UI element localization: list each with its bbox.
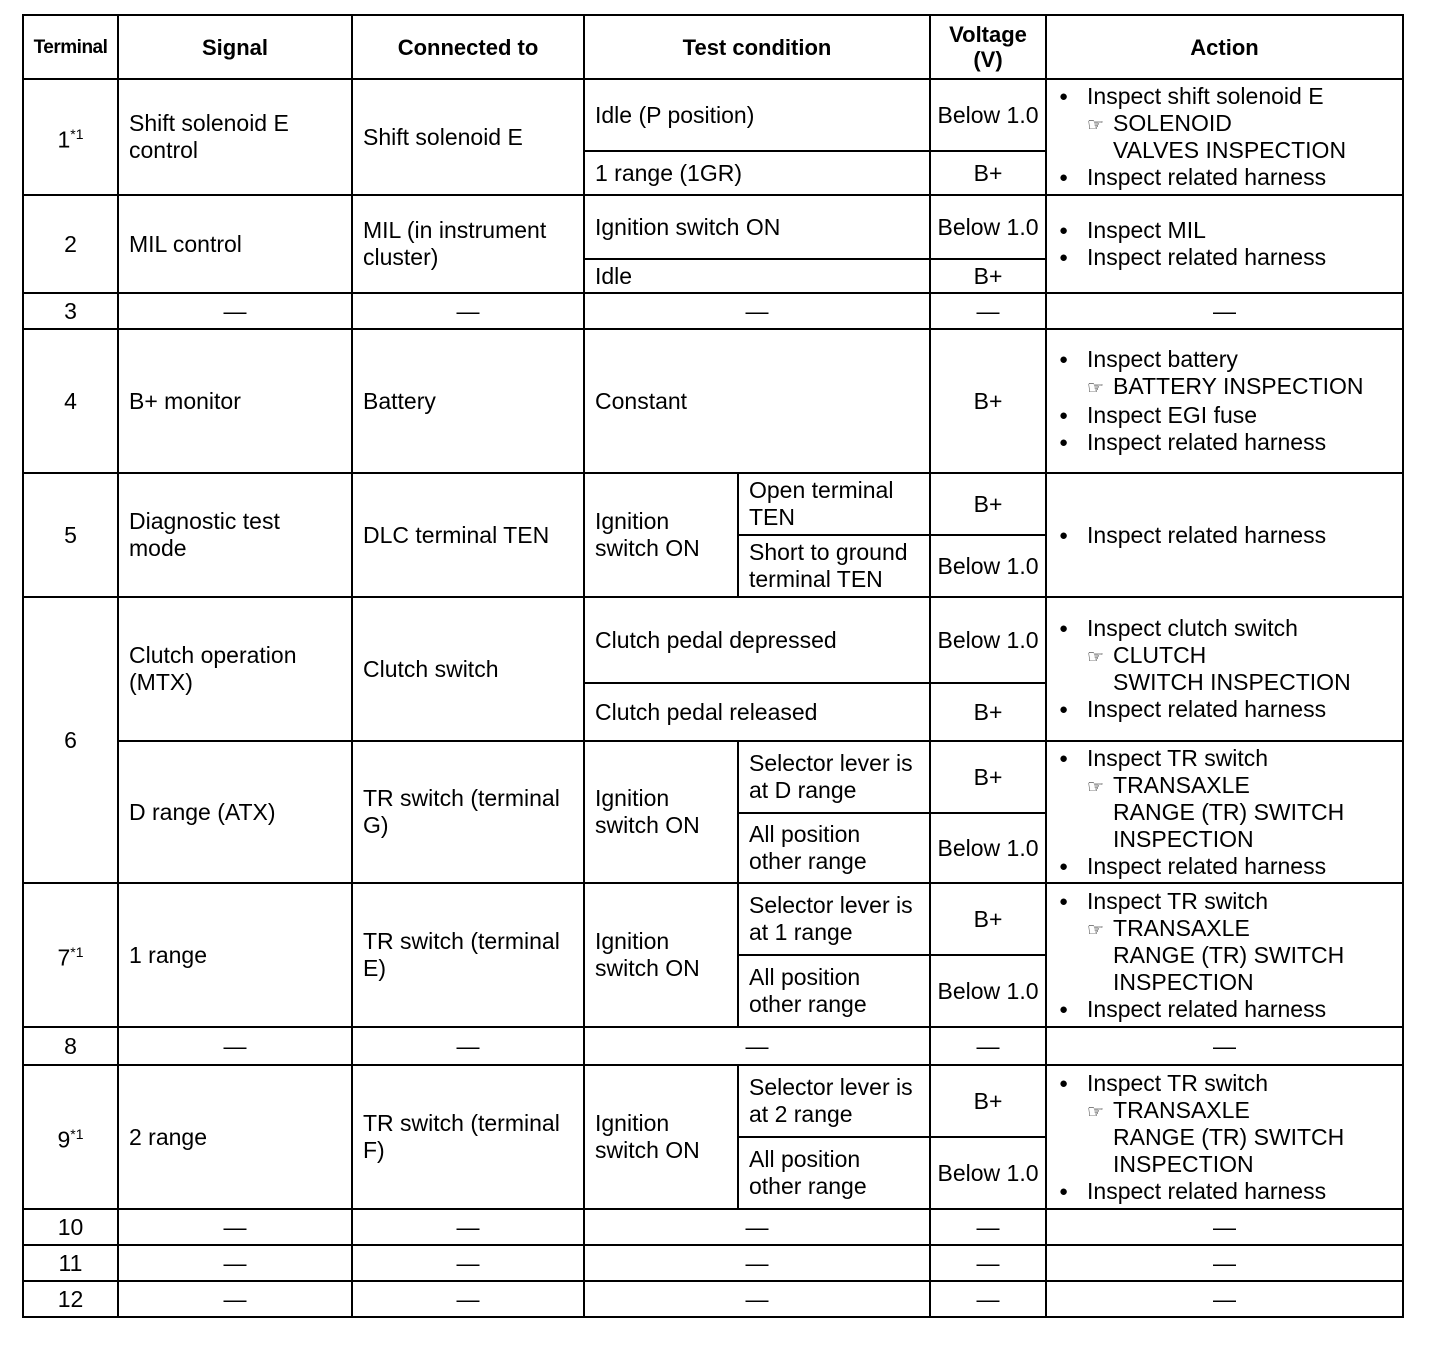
empty-dash: — [118, 1281, 352, 1317]
voltage-cell: B+ [930, 1065, 1046, 1137]
test-condition-cell: Ignition switch ON [584, 741, 738, 883]
empty-dash: — [930, 1281, 1046, 1317]
reference-link[interactable]: ☞ TRANSAXLE RANGE (TR) SWITCH INSPECTION [1087, 914, 1345, 995]
test-subcondition-cell: Selector lever is at 1 range [738, 883, 930, 955]
empty-dash: — [584, 293, 930, 329]
test-subcondition-cell: Selector lever is at D range [738, 741, 930, 813]
connected-to-cell: Clutch switch [352, 597, 584, 741]
terminal-number: 10 [23, 1209, 118, 1245]
voltage-cell: Below 1.0 [930, 1137, 1046, 1209]
action-cell [1046, 195, 1403, 293]
voltage-cell: B+ [930, 329, 1046, 473]
table-row [23, 883, 1403, 955]
action-item: ● Inspect related harness [1059, 696, 1394, 723]
action-cell [1046, 473, 1403, 597]
table-row [23, 1245, 1403, 1281]
test-condition-cell: 1 range (1GR) [584, 151, 930, 195]
signal-cell: D range (ATX) [118, 741, 352, 883]
action-cell [1046, 883, 1403, 1027]
empty-dash: — [118, 293, 352, 329]
empty-dash: — [352, 1245, 584, 1281]
action-item: ● Inspect clutch switch [1059, 615, 1394, 642]
action-item: ● Inspect EGI fuse [1059, 402, 1394, 429]
voltage-cell: B+ [930, 259, 1046, 293]
test-subcondition-cell: All position other range [738, 955, 930, 1027]
test-subcondition-cell: Short to ground terminal TEN [738, 535, 930, 597]
test-subcondition-cell: Selector lever is at 2 range [738, 1065, 930, 1137]
table-row [23, 1281, 1403, 1317]
action-item: ● Inspect battery [1059, 346, 1394, 373]
table-row [23, 79, 1403, 151]
connected-to-cell: TR switch (terminal G) [352, 741, 584, 883]
header-action: Action [1046, 15, 1403, 79]
pointing-hand-icon: ☞ [1087, 919, 1105, 941]
empty-dash: — [352, 1281, 584, 1317]
reference-link[interactable]: ☞ TRANSAXLE RANGE (TR) SWITCH INSPECTION [1087, 771, 1345, 852]
voltage-cell: Below 1.0 [930, 597, 1046, 683]
action-item: ● Inspect related harness [1059, 996, 1394, 1023]
signal-cell: Clutch operation (MTX) [118, 597, 352, 741]
test-condition-cell: Ignition switch ON [584, 1065, 738, 1209]
terminal-number: 3 [23, 293, 118, 329]
pointing-hand-icon: ☞ [1087, 776, 1105, 798]
connected-to-cell: Battery [352, 329, 584, 473]
voltage-cell: B+ [930, 883, 1046, 955]
voltage-cell: B+ [930, 151, 1046, 195]
action-cell [1046, 79, 1403, 195]
voltage-cell: B+ [930, 473, 1046, 535]
test-condition-cell: Idle (P position) [584, 79, 930, 151]
connected-to-cell: DLC terminal TEN [352, 473, 584, 597]
signal-cell: 1 range [118, 883, 352, 1027]
table-row [23, 1065, 1403, 1137]
action-item: ● Inspect TR switch [1059, 1070, 1394, 1097]
table-row [23, 597, 1403, 683]
pointing-hand-icon: ☞ [1087, 647, 1105, 668]
empty-dash: — [118, 1027, 352, 1065]
header-terminal: Terminal [23, 15, 118, 79]
signal-cell: 2 range [118, 1065, 352, 1209]
action-item: ● Inspect related harness [1059, 522, 1394, 549]
action-cell [1046, 329, 1403, 473]
test-condition-cell: Clutch pedal depressed [584, 597, 930, 683]
signal-cell: Shift solenoid E control [118, 79, 352, 195]
action-item: ● Inspect related harness [1059, 164, 1394, 191]
empty-dash: — [930, 293, 1046, 329]
table-row [23, 195, 1403, 259]
pointing-hand-icon: ☞ [1087, 1101, 1105, 1123]
table-row [23, 1027, 1403, 1065]
empty-dash: — [1046, 293, 1403, 329]
voltage-cell: B+ [930, 683, 1046, 741]
empty-dash: — [930, 1245, 1046, 1281]
table-row [23, 329, 1403, 473]
table-row [23, 293, 1403, 329]
test-condition-cell: Ignition switch ON [584, 473, 738, 597]
reference-link[interactable]: ☞ SOLENOID VALVES INSPECTION [1087, 110, 1347, 163]
voltage-cell: Below 1.0 [930, 535, 1046, 597]
terminal-number: 5 [23, 473, 118, 597]
action-item: ● Inspect TR switch [1059, 745, 1394, 772]
table-row [23, 741, 1403, 813]
reference-link[interactable]: ☞ TRANSAXLE RANGE (TR) SWITCH INSPECTION [1087, 1096, 1345, 1177]
test-condition-cell: Ignition switch ON [584, 883, 738, 1027]
empty-dash: — [118, 1209, 352, 1245]
empty-dash: — [930, 1027, 1046, 1065]
empty-dash: — [352, 1027, 584, 1065]
empty-dash: — [584, 1027, 930, 1065]
voltage-cell: Below 1.0 [930, 79, 1046, 151]
empty-dash: — [1046, 1245, 1403, 1281]
table-row [23, 1209, 1403, 1245]
empty-dash: — [930, 1209, 1046, 1245]
terminal-number: 9$^{*1}$ [23, 1065, 118, 1209]
pointing-hand-icon: ☞ [1087, 115, 1105, 136]
empty-dash: — [584, 1245, 930, 1281]
test-condition-cell: Idle [584, 259, 930, 293]
header-voltage: Voltage (V) [930, 15, 1046, 79]
header-connected-to: Connected to [352, 15, 584, 79]
voltage-cell: Below 1.0 [930, 813, 1046, 883]
action-item: ● Inspect related harness [1059, 1178, 1394, 1205]
connected-to-cell: TR switch (terminal E) [352, 883, 584, 1027]
test-subcondition-cell: Open terminal TEN [738, 473, 930, 535]
terminal-number: 7$^{*1}$ [23, 883, 118, 1027]
terminal-voltage-table [22, 14, 1404, 1318]
pointing-hand-icon: ☞ [1087, 378, 1105, 399]
test-subcondition-cell: All position other range [738, 813, 930, 883]
action-item: ● Inspect related harness [1059, 244, 1394, 271]
terminal-number: 6 [23, 597, 118, 883]
header-test-condition: Test condition [584, 15, 930, 79]
empty-dash: — [1046, 1027, 1403, 1065]
action-item: ● Inspect MIL [1059, 217, 1394, 244]
connected-to-cell: Shift solenoid E [352, 79, 584, 195]
reference-link[interactable]: ☞ CLUTCH SWITCH INSPECTION [1087, 642, 1351, 695]
header-row [23, 15, 1403, 79]
action-item: ● Inspect shift solenoid E [1059, 83, 1394, 110]
signal-cell: B+ monitor [118, 329, 352, 473]
empty-dash: — [352, 293, 584, 329]
empty-dash: — [584, 1209, 930, 1245]
terminal-number: 4 [23, 329, 118, 473]
action-cell [1046, 1065, 1403, 1209]
terminal-number: 1$^{*1}$ [23, 79, 118, 195]
signal-cell: Diagnostic test mode [118, 473, 352, 597]
empty-dash: — [118, 1245, 352, 1281]
empty-dash: — [1046, 1209, 1403, 1245]
connected-to-cell: TR switch (terminal F) [352, 1065, 584, 1209]
test-subcondition-cell: All position other range [738, 1137, 930, 1209]
connected-to-cell: MIL (in instrument cluster) [352, 195, 584, 293]
voltage-cell: B+ [930, 741, 1046, 813]
header-signal: Signal [118, 15, 352, 79]
voltage-cell: Below 1.0 [930, 195, 1046, 259]
voltage-cell: Below 1.0 [930, 955, 1046, 1027]
test-condition-cell: Constant [584, 329, 930, 473]
table-row [23, 473, 1403, 535]
action-cell [1046, 597, 1403, 741]
test-condition-cell: Clutch pedal released [584, 683, 930, 741]
empty-dash: — [1046, 1281, 1403, 1317]
empty-dash: — [352, 1209, 584, 1245]
signal-cell: MIL control [118, 195, 352, 293]
action-item: ● Inspect related harness [1059, 853, 1394, 880]
terminal-number: 12 [23, 1281, 118, 1317]
terminal-number: 11 [23, 1245, 118, 1281]
terminal-number: 8 [23, 1027, 118, 1065]
action-cell [1046, 741, 1403, 883]
reference-link[interactable]: ☞ BATTERY INSPECTION [1059, 373, 1394, 402]
action-item: ● Inspect TR switch [1059, 888, 1394, 915]
terminal-number: 2 [23, 195, 118, 293]
empty-dash: — [584, 1281, 930, 1317]
test-condition-cell: Ignition switch ON [584, 195, 930, 259]
action-item: ● Inspect related harness [1059, 429, 1394, 456]
